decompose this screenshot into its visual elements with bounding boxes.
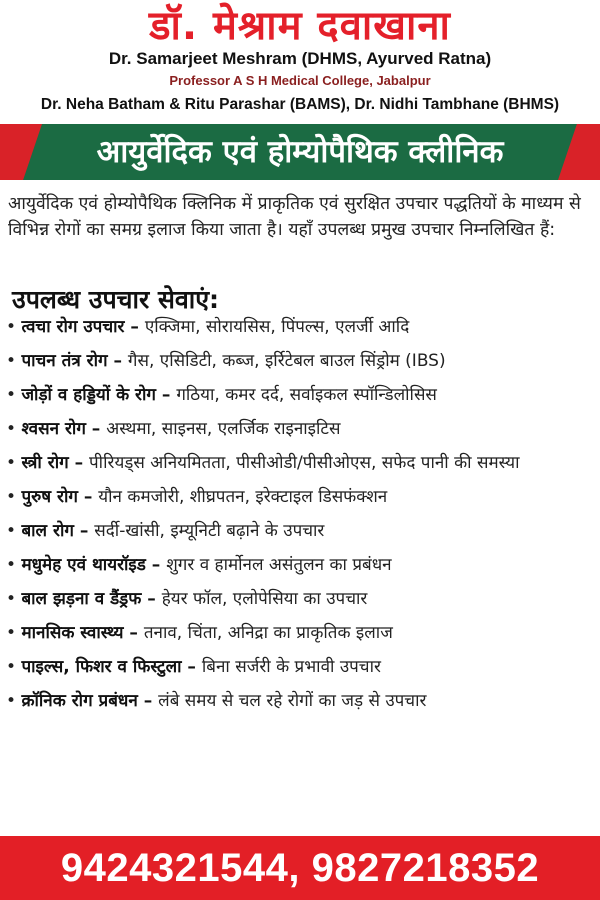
bullet: • <box>6 623 17 643</box>
services-heading: उपलब्ध उपचार सेवाएं: <box>12 285 220 314</box>
service-description: एक्जिमा, सोरायसिस, पिंपल्स, एलर्जी आदि <box>144 317 410 337</box>
bullet: • <box>6 385 17 405</box>
service-item <box>6 484 596 511</box>
service-description: पीरियड्स अनियमितता, पीसीओडी/पीसीओएस, सफेद पानी की समस्या <box>89 453 520 473</box>
associate-doctors-line: Dr. Neha Batham & Ritu Parashar (BAMS), Dr. Nidhi Tambhane (BHMS) <box>40 96 560 113</box>
service-description: गैस, एसिडिटी, कब्ज, इर्रिटेबल बाउल सिंड्रोम (IBS) <box>127 351 446 371</box>
service-item <box>6 586 596 613</box>
service-title: स्त्री रोग <box>21 453 69 473</box>
service-title: क्रॉनिक रोग प्रबंधन <box>21 691 138 711</box>
service-description: बिना सर्जरी के प्रभावी उपचार <box>201 657 381 677</box>
clinic-type-banner <box>0 124 600 180</box>
bullet: • <box>6 521 17 541</box>
contact-footer <box>0 836 600 900</box>
service-item <box>6 382 596 409</box>
bullet: • <box>6 555 17 575</box>
service-title: पाइल्स, फिशर व फिस्टुला <box>21 657 182 677</box>
service-title: त्वचा रोग उपचार <box>21 317 125 337</box>
service-description: यौन कमजोरी, शीघ्रपतन, इरेक्टाइल डिसफंक्शन <box>98 487 388 507</box>
service-item <box>6 450 596 477</box>
service-title: पाचन तंत्र रोग <box>21 351 108 371</box>
bullet: • <box>6 419 17 439</box>
service-separator: – <box>68 453 90 473</box>
service-title: बाल झड़ना व डैंड्रफ <box>21 589 142 609</box>
bullet: • <box>6 589 17 609</box>
service-separator: – <box>107 351 128 371</box>
service-separator: – <box>77 487 99 507</box>
service-separator: – <box>141 589 162 609</box>
service-description: तनाव, चिंता, अनिद्रा का प्राकृतिक इलाज <box>143 623 393 643</box>
service-item <box>6 314 596 341</box>
service-item <box>6 348 596 375</box>
service-separator: – <box>181 657 202 677</box>
service-description: अस्थमा, साइनस, एलर्जिक राइनाइटिस <box>106 419 341 439</box>
service-separator: – <box>124 317 145 337</box>
professor-line: Professor A S H Medical College, Jabalpur <box>169 73 431 88</box>
service-item <box>6 518 596 545</box>
bullet: • <box>6 487 17 507</box>
service-title: बाल रोग <box>21 521 74 541</box>
bullet: • <box>6 351 17 371</box>
phone-numbers[interactable]: 9424321544, 9827218352 <box>60 846 540 890</box>
service-description: सर्दी-खांसी, इम्यूनिटी बढ़ाने के उपचार <box>94 521 325 541</box>
service-separator: – <box>155 385 177 405</box>
intro-paragraph: आयुर्वेदिक एवं होम्योपैथिक क्लिनिक में प्राकृतिक एवं सुरक्षित उपचार पद्धतियों के माध्यम से विभिन्न रोगों का समग्र इलाज किया जाता है। यहाँ उपलब्ध प्रमुख उपचार निम्नलिखित हैं: <box>8 194 581 240</box>
service-item <box>6 552 596 579</box>
clinic-name: डॉ. मेश्राम दवाखाना <box>149 3 451 49</box>
service-title: पुरुष रोग <box>21 487 78 507</box>
service-description: शुगर व हार्मोनल असंतुलन का प्रबंधन <box>166 555 392 575</box>
service-title: श्वसन रोग <box>21 419 86 439</box>
service-separator: – <box>145 555 167 575</box>
doctor-name-line: Dr. Samarjeet Meshram (DHMS, Ayurved Ratna) <box>108 49 492 68</box>
service-separator: – <box>73 521 95 541</box>
service-description: गठिया, कमर दर्द, सर्वाइकल स्पॉन्डिलोसिस <box>176 385 437 405</box>
service-separator: – <box>85 419 107 439</box>
service-item <box>6 688 596 715</box>
service-separator: – <box>137 691 159 711</box>
service-description: लंबे समय से चल रहे रोगों का जड़ से उपचार <box>158 691 427 711</box>
service-separator: – <box>123 623 144 643</box>
services-list <box>6 314 596 722</box>
clinic-type-text: आयुर्वेदिक एवं होम्योपैथिक क्लीनिक <box>96 134 504 170</box>
bullet: • <box>6 657 17 677</box>
bullet: • <box>6 691 17 711</box>
service-description: हेयर फॉल, एलोपेसिया का उपचार <box>161 589 368 609</box>
bullet: • <box>6 317 17 337</box>
bullet: • <box>6 453 17 473</box>
service-title: मानसिक स्वास्थ्य <box>21 623 124 643</box>
service-title: जोड़ों व हड्डियों के रोग <box>21 385 156 405</box>
service-item <box>6 654 596 681</box>
service-item <box>6 620 596 647</box>
service-title: मधुमेह एवं थायरॉइड <box>21 555 146 575</box>
service-item <box>6 416 596 443</box>
